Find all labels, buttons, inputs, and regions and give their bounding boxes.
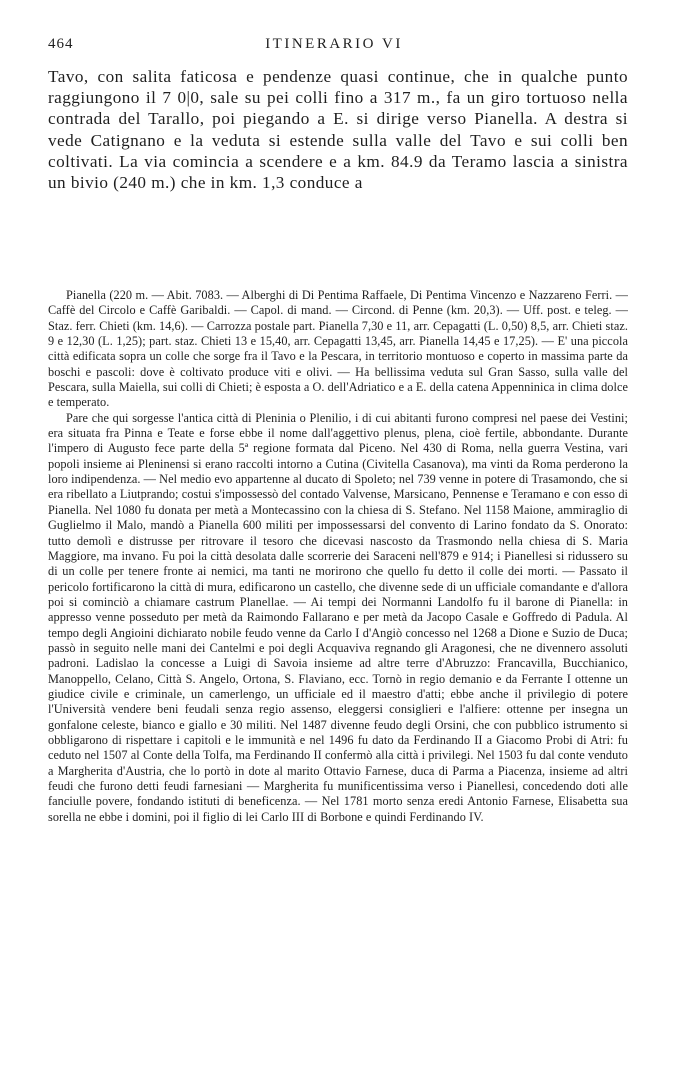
note-paragraph-history: Pare che qui sorgesse l'antica città di Pleninia o Plenilio, i di cui abitanti furono compresi nel paese dei Vestini; era situata fra Pinna e Teate e forse ebbe il nome dall'aggettivo plenus, plena, cioè fertile, abbondante. Durante l'impero di Augusto fece parte della 5ª regione formata dal Piceno. Nel 430 di Roma, nella guerra Vestina, vari popoli insieme ai Pleninensi si erano raccolti intorno a Cutina (Civitella Casanova), ma vinti da Roma perderono la loro indipendenza. — Nel medio evo appartenne al ducato di Spoleto; nel 739 venne in potere di Trasamondo, che si era ribellato a Liutprando; costui s'impossessò del contado Valvense, Marsicano, Pennense e Teramano e con esso di Pianella. Nel 1080 fu donata per metà a Montecassino con la chiesa di S. Stefano. Nel 1158 Maione, ammiraglio di Guglielmo il Malo, mandò a Pianella 600 militi per impossessarsi del convento di Larino fondato da S. Onorato: tutto demolì e distrusse per ritrovare il tesoro che dicevasi nascosto da Trasmondo nella chiesa di S. Maria Maggiore, ma invano. Fu poi la città desolata dalle scorrerie dei Saraceni nell'879 e 914; i Pianellesi si ridussero su di un colle per tenere fronte ai nemici, ma tanti ne morirono che quello fu detto il colle dei morti. — Passato il pericolo fortificarono la città di mura, edificarono un castello, che divenne sede di un ufficiale comandante e d'allora poi si cominciò a chiamare castrum Planellae. — Ai tempi dei Normanni Landolfo fu il barone di Pianella: in appresso venne posseduto per metà da Raimondo Fallarano e per metà da Jacopo Casale e Goffredo di Padula. Al tempo degli Angioini dichiarato nobile feudo venne da Carlo I d'Angiò concesso nel 1268 a Dione e Suzio de Duca; passò in seguito nelle mani dei Cantelmi e poi degli Acquaviva regnando gli Aragonesi, che ne divennero assoluti padroni. Ladislao la concesse a Luigi di Savoia insieme ad altre terre d'Abruzzo: Francavilla, Bucchianico, Manoppello, Celano, Città S. Angelo, Ortona, S. Flaviano, ecc. Tornò in regio demanio e da Ferrante I ottenne un giudice civile e criminale, un camerlengo, un ufficiale ed il maestro d'atti; ebbe anche il privilegio di potere l'Università vendere beni feudali senza regio assenso, eleggersi consiglieri e l'alfiere: ottenne per insegna un gonfalone celeste, bianco e giallo e 30 militi. Nel 1487 divenne feudo degli Orsini, che con pubblico istrumento si obbligarono di rispettare i capitoli e le immunità e nel 1496 fu dato da Ferdinando II a Giacomo Probi di Atri: fu ceduto nel 1507 al Conte della Tolfa, ma Ferdinando II confermò alla città i privilegi. Nel 1503 fu dal conte venduto a Margherita d'Austria, che lo portò in dote al marito Ottavio Farnese, duca di Parma a Piacenza, insieme ad altri feudi che furono detti feudi farnesiani — Margherita fu munificentissima verso i Pianellesi, concedendo doti alle fanciulle povere, fondando istituti di beneficenza. — Nel 1781 morto senza eredi Antonio Farnese, Elisabetta sua sorella ne ebbe i domini, poi il figlio di lei Carlo III di Borbone e quindi Ferdinando IV. bbox=[48, 410, 628, 824]
notes-section bbox=[48, 288, 628, 825]
page-number: 464 bbox=[48, 36, 74, 52]
note-paragraph-pianella: Pianella (220 m. — Abit. 7083. — Alberghi di Di Pentima Raffaele, Di Pentima Vincenzo e Nazzareno Ferri. — Caffè del Circolo e Caffè Garibaldi. — Capol. di mand. — Circond. di Penne (km. 20,3). — Uff. post. e teleg. — Staz. ferr. Chieti (km. 14,6). — Carrozza postale part. Pianella 7,30 e 11, arr. Cepagatti (L. 0,50) 8,5, arr. Chieti staz. 9 e 12,30 (L. 1,25); part. staz. Chieti 13 e 15,40, arr. Cepagatti 13,45, arr. Pianella 14,45 e 17,25). — E' una piccola città edificata sopra un colle che sorge fra il Tavo e la Pescara, in territorio montuoso e coperto in massima parte da boschi e pascoli: dove è coltivato produce viti e olivi. — Ha bellissima veduta sul Gran Sasso, sulla valle del Pescara, sulla Maiella, sui colli di Chieti; è esposta a O. dell'Adriatico e a E. della catena Appenninica in clima dolce e temperato. bbox=[48, 288, 628, 410]
page-header bbox=[48, 36, 620, 62]
intro-paragraph: Tavo, con salita faticosa e pendenze quasi continue, che in qualche punto raggiungono il 7 0|0, sale su pei colli fino a 317 m., fa un giro tortuoso nella contrada del Tarallo, poi piegando a E. si dirige verso Pianella. A destra si vede Catignano e la veduta si estende sulla valle del Tavo e sui colli ben coltivati. La via comincia a scendere e a km. 84.9 da Teramo lascia a sinistra un bivio (240 m.) che in km. 1,3 conduce a bbox=[48, 67, 628, 193]
running-title: ITINERARIO VI bbox=[265, 36, 403, 52]
